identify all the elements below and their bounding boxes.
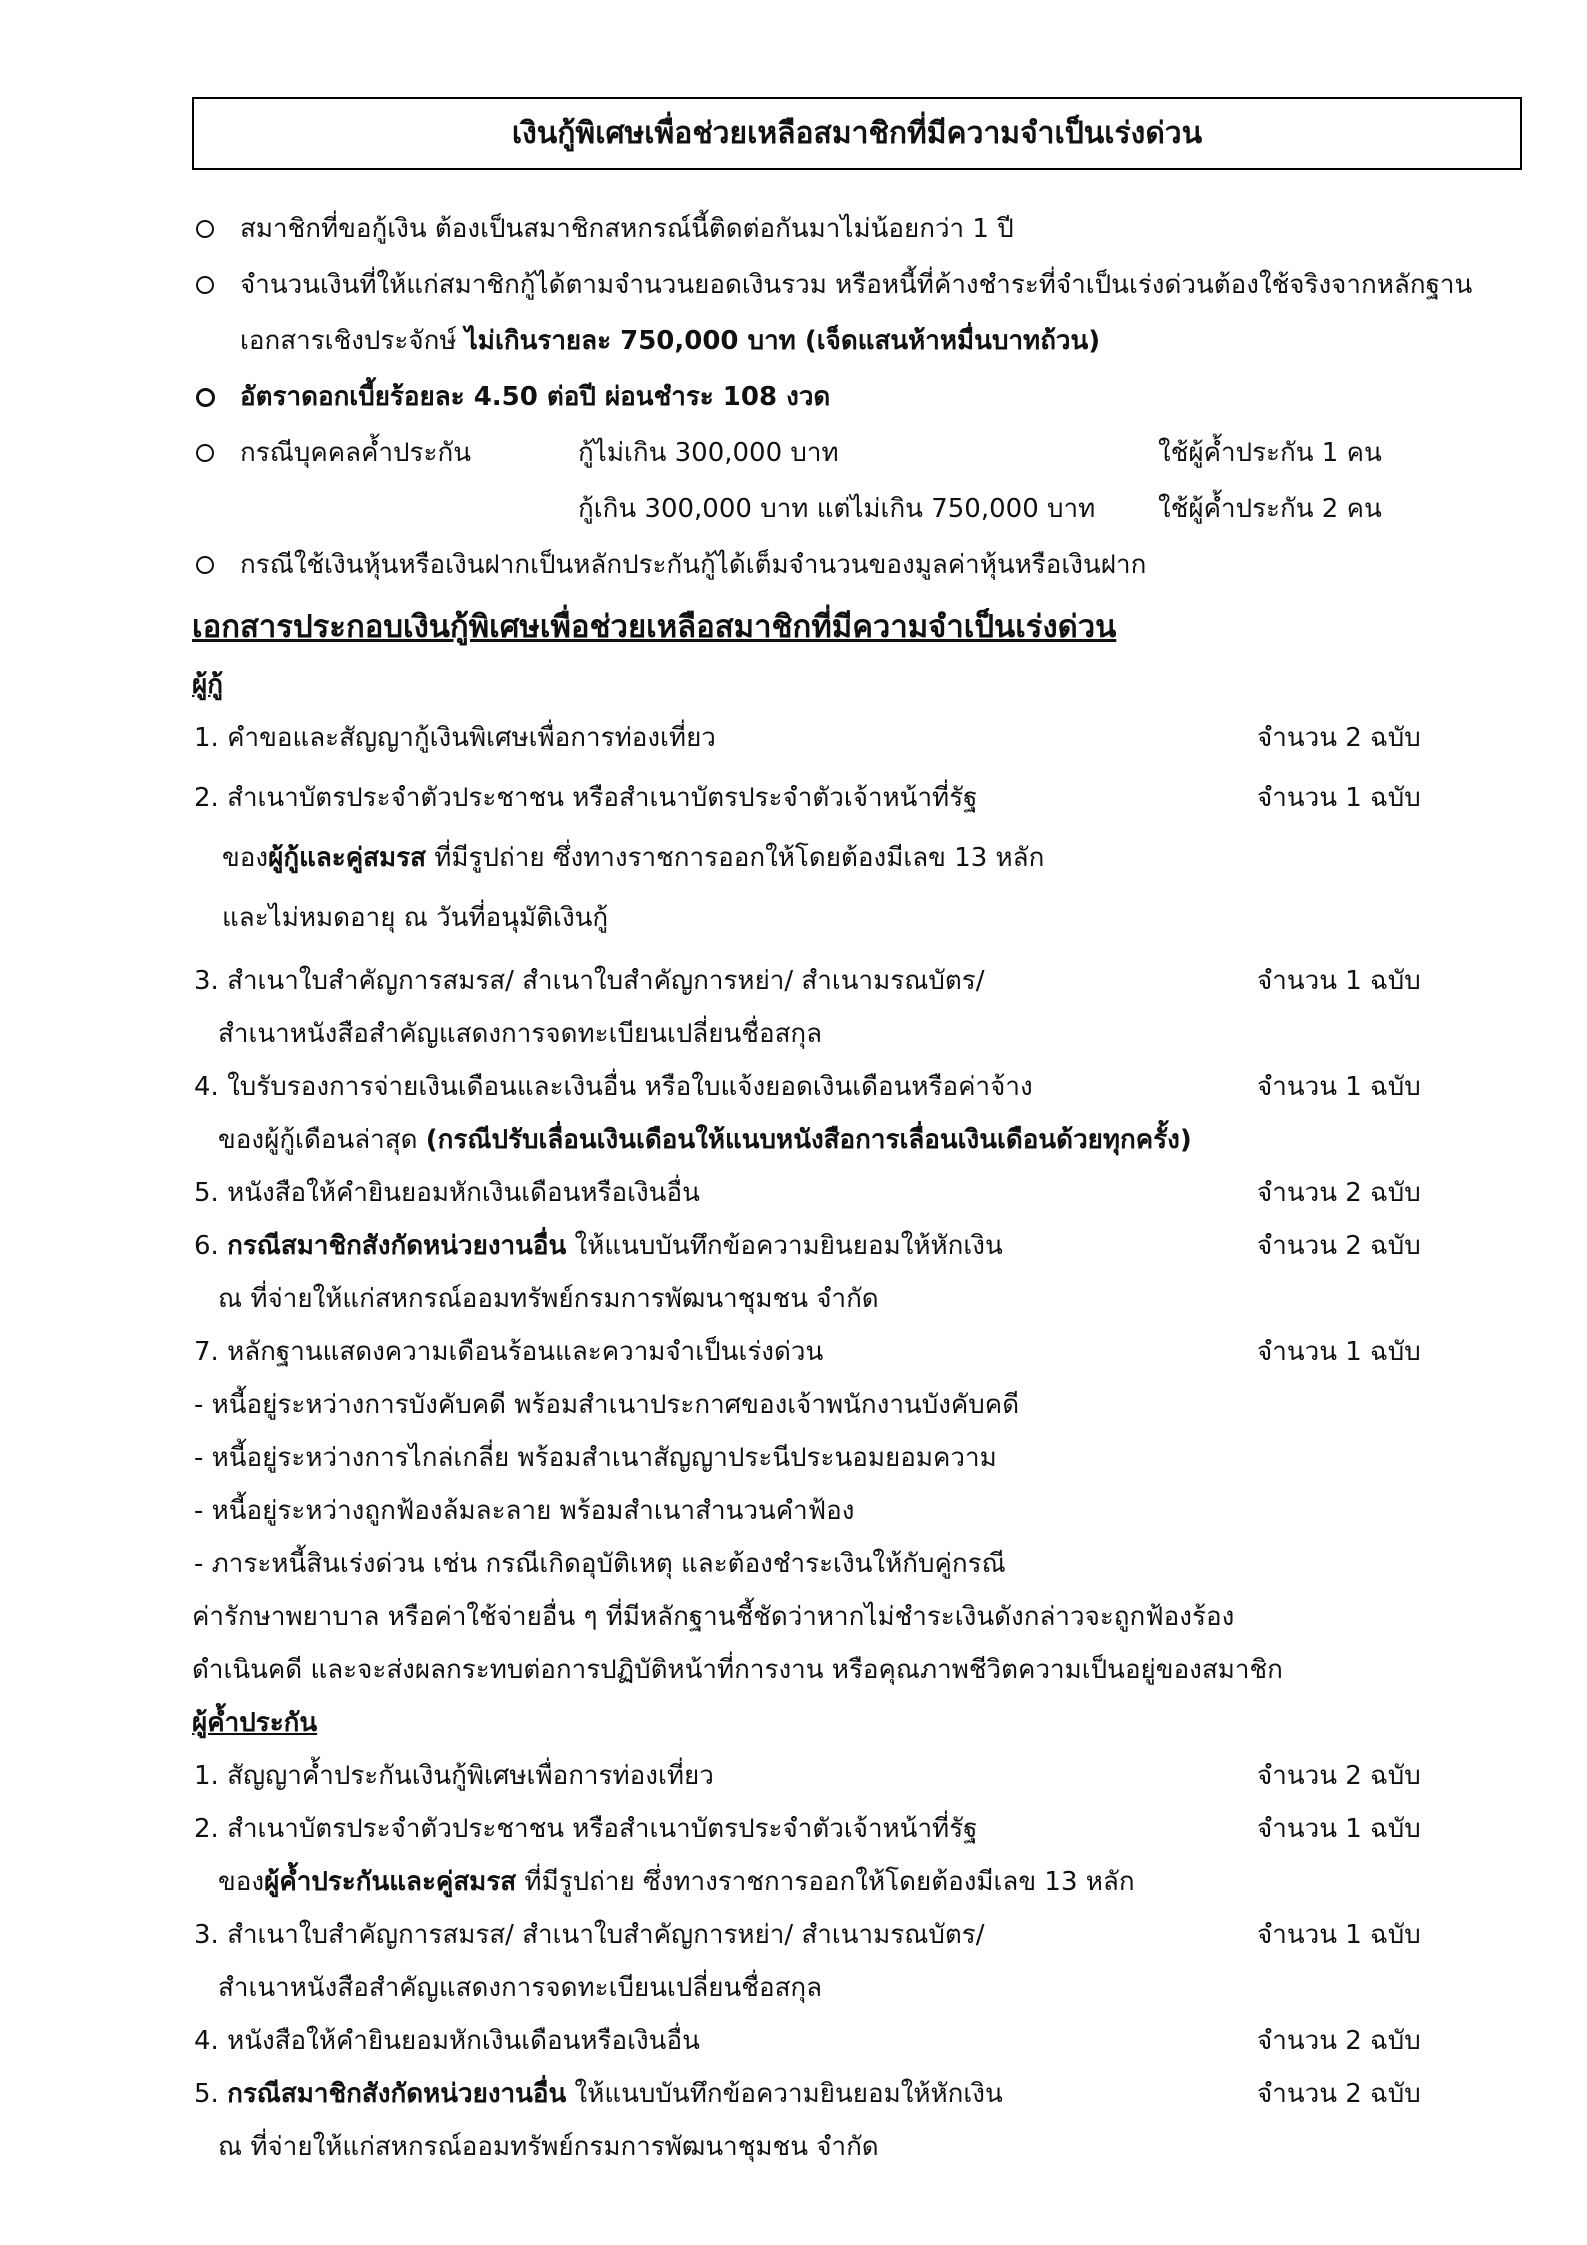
paragraph-text: ดำเนินคดี และจะส่งผลกระทบต่อการปฏิบัติหน้าที่การงาน หรือคุณภาพชีวิตความเป็นอยู่ของสมาชิก — [192, 1655, 1283, 1685]
list-item-text: 3. สำเนาใบสำคัญการสมรส/ สำเนาใบสำคัญการหย่า/ สำเนามรณบัตร/ — [194, 1920, 985, 1950]
documents-heading-row — [0, 605, 1587, 649]
list-item-text: 2. สำเนาบัตรประจำตัวประชาชน หรือสำเนาบัตรประจำตัวเจ้าหน้าที่รัฐ — [194, 1814, 978, 1844]
copies-count: จำนวน 1 ฉบับ — [1257, 1920, 1421, 1950]
text-segment: ของ — [218, 1867, 265, 1897]
guarantor-condition-label: กรณีบุคคลค้ำประกัน — [240, 438, 471, 468]
copies-count: จำนวน 2 ฉบับ — [1257, 2026, 1421, 2056]
text-segment: ที่มีรูปถ่าย ซึ่งทางราชการออกให้โดยต้องมีเลข 13 หลัก — [516, 1867, 1135, 1897]
dash-item-text: - ภาระหนี้สินเร่งด่วน เช่น กรณีเกิดอุบัติเหตุ และต้องชำระเงินให้กับคู่กรณี — [194, 1549, 1006, 1579]
list-item-text: และไม่หมดอายุ ณ วันที่อนุมัติเงินกู้ — [222, 903, 609, 933]
text-segment: 6. — [194, 1231, 228, 1261]
list-item — [0, 1226, 1587, 1266]
text-segment: ของผู้กู้เดือนล่าสุด — [218, 1125, 426, 1155]
list-item-text: 4. หนังสือให้คำยินยอมหักเงินเดือนหรือเงินอื่น — [194, 2026, 700, 2056]
condition-item — [0, 209, 1587, 249]
copies-count: จำนวน 1 ฉบับ — [1257, 783, 1421, 813]
copies-count: จำนวน 1 ฉบับ — [1257, 966, 1421, 996]
paragraph-text: ค่ารักษาพยาบาล หรือค่าใช้จ่ายอื่น ๆ ที่มีหลักฐานชี้ชัดว่าหากไม่ชำระเงินดังกล่าวจะถูกฟ้องร้อง — [192, 1602, 1235, 1632]
list-item — [0, 1067, 1587, 1107]
list-item-continuation — [0, 1014, 1587, 1054]
list-item-text: 2. สำเนาบัตรประจำตัวประชาชน หรือสำเนาบัตรประจำตัวเจ้าหน้าที่รัฐ — [194, 783, 978, 813]
list-item-continuation — [0, 1120, 1587, 1160]
list-item-text: 7. หลักฐานแสดงความเดือนร้อนและความจำเป็นเร่งด่วน — [194, 1337, 824, 1367]
condition-continuation — [0, 489, 1587, 529]
loan-amount-tier-2: กู้เกิน 300,000 บาท แต่ไม่เกิน 750,000 บาท — [578, 494, 1096, 524]
text-segment: ให้แนบบันทึกข้อความยินยอมให้หักเงิน — [566, 1231, 1003, 1261]
list-item — [0, 778, 1587, 818]
text-segment: ของ — [222, 843, 269, 873]
guarantor-heading: ผู้ค้ำประกัน — [192, 1708, 318, 1738]
copies-count: จำนวน 1 ฉบับ — [1257, 1814, 1421, 1844]
list-item-text: 3. สำเนาใบสำคัญการสมรส/ สำเนาใบสำคัญการหย่า/ สำเนามรณบัตร/ — [194, 966, 985, 996]
borrower-heading: ผู้กู้ — [192, 670, 223, 700]
dash-item-text: - หนี้อยู่ระหว่างการบังคับคดี พร้อมสำเนาประกาศของเจ้าพนักงานบังคับคดี — [194, 1390, 1020, 1420]
list-item-text: ณ ที่จ่ายให้แก่สหกรณ์ออมทรัพย์กรมการพัฒนาชุมชน จำกัด — [218, 2132, 879, 2162]
bullet-circle-icon — [196, 220, 214, 238]
copies-count: จำนวน 2 ฉบับ — [1257, 1178, 1421, 1208]
condition-text — [240, 321, 1100, 361]
interest-rate-text: อัตราดอกเบี้ยร้อยละ 4.50 ต่อปี ผ่อนชำระ 108 งวด — [240, 382, 831, 412]
text-segment-bold: (กรณีปรับเลื่อนเงินเดือนให้แนบหนังสือการเลื่อนเงินเดือนด้วยทุกครั้ง) — [425, 1125, 1192, 1155]
list-item-text — [222, 838, 1044, 878]
list-item-text — [194, 1226, 1003, 1266]
text-segment: 5. — [194, 2079, 228, 2109]
list-item-continuation — [0, 838, 1587, 878]
list-item-continuation — [0, 898, 1587, 938]
dash-item-text: - หนี้อยู่ระหว่างการไกล่เกลี่ย พร้อมสำเนาสัญญาประนีประนอมยอมความ — [194, 1443, 997, 1473]
list-item-text: 5. หนังสือให้คำยินยอมหักเงินเดือนหรือเงินอื่น — [194, 1178, 700, 1208]
text-segment-bold: ผู้กู้และคู่สมรส — [268, 843, 426, 873]
copies-count: จำนวน 1 ฉบับ — [1257, 1072, 1421, 1102]
copies-count: จำนวน 2 ฉบับ — [1257, 1231, 1421, 1261]
dash-item — [0, 1385, 1587, 1425]
page-title: เงินกู้พิเศษเพื่อช่วยเหลือสมาชิกที่มีความจำเป็นเร่งด่วน — [192, 97, 1522, 170]
paragraph-line — [0, 1650, 1587, 1690]
bullet-circle-icon — [196, 444, 214, 462]
copies-count: จำนวน 2 ฉบับ — [1257, 723, 1421, 753]
text-segment: ที่มีรูปถ่าย ซึ่งทางราชการออกให้โดยต้องมีเลข 13 หลัก — [425, 843, 1045, 873]
bullet-circle-icon — [196, 388, 215, 407]
list-item-continuation — [0, 1968, 1587, 2008]
condition-item — [0, 545, 1587, 585]
list-item — [0, 2074, 1587, 2114]
dash-item — [0, 1544, 1587, 1584]
list-item-text — [194, 2074, 1003, 2114]
paragraph-line — [0, 1597, 1587, 1637]
list-item-text: 1. คำขอและสัญญากู้เงินพิเศษเพื่อการท่องเที่ยว — [194, 723, 716, 753]
loan-limit-text: ไม่เกินรายละ 750,000 บาท (เจ็ดแสนห้าหมื่นบาทถ้วน) — [464, 326, 1101, 356]
dash-item — [0, 1491, 1587, 1531]
condition-text: สมาชิกที่ขอกู้เงิน ต้องเป็นสมาชิกสหกรณ์นี้ติดต่อกันมาไม่น้อยกว่า 1 ปี — [240, 214, 1014, 244]
condition-text: กรณีใช้เงินหุ้นหรือเงินฝากเป็นหลักประกันกู้ได้เต็มจำนวนของมูลค่าหุ้นหรือเงินฝาก — [240, 550, 1147, 580]
text-segment-bold: ผู้ค้ำประกันและคู่สมรส — [264, 1867, 517, 1897]
list-item — [0, 961, 1587, 1001]
list-item-continuation — [0, 2127, 1587, 2167]
list-item-text: ณ ที่จ่ายให้แก่สหกรณ์ออมทรัพย์กรมการพัฒนาชุมชน จำกัด — [218, 1284, 879, 1314]
text-segment: ให้แนบบันทึกข้อความยินยอมให้หักเงิน — [566, 2079, 1003, 2109]
guarantor-count-tier-2: ใช้ผู้ค้ำประกัน 2 คน — [1158, 494, 1382, 524]
list-item — [0, 1756, 1587, 1796]
list-item — [0, 1809, 1587, 1849]
dash-item-text: - หนี้อยู่ระหว่างถูกฟ้องล้มละลาย พร้อมสำเนาสำนวนคำฟ้อง — [194, 1496, 855, 1526]
condition-item — [0, 265, 1587, 305]
bullet-circle-icon — [196, 276, 214, 294]
list-item-text — [218, 1120, 1192, 1160]
condition-continuation — [0, 321, 1587, 361]
copies-count: จำนวน 2 ฉบับ — [1257, 2079, 1421, 2109]
dash-item — [0, 1438, 1587, 1478]
copies-count: จำนวน 2 ฉบับ — [1257, 1761, 1421, 1791]
borrower-heading-row — [0, 665, 1587, 705]
list-item-text: 1. สัญญาค้ำประกันเงินกู้พิเศษเพื่อการท่องเที่ยว — [194, 1761, 714, 1791]
text-segment-bold: กรณีสมาชิกสังกัดหน่วยงานอื่น — [227, 1231, 567, 1261]
guarantor-heading-row — [0, 1703, 1587, 1743]
guarantor-count-tier-1: ใช้ผู้ค้ำประกัน 1 คน — [1158, 438, 1382, 468]
condition-text: จำนวนเงินที่ให้แก่สมาชิกกู้ได้ตามจำนวนยอดเงินรวม หรือหนี้ที่ค้างชำระที่จำเป็นเร่งด่วนต้องใช้จริงจากหลักฐาน — [240, 270, 1473, 300]
documents-heading: เอกสารประกอบเงินกู้พิเศษเพื่อช่วยเหลือสมาชิกที่มีความจำเป็นเร่งด่วน — [192, 609, 1117, 645]
loan-amount-tier-1: กู้ไม่เกิน 300,000 บาท — [578, 438, 839, 468]
copies-count: จำนวน 1 ฉบับ — [1257, 1337, 1421, 1367]
condition-text-normal: เอกสารเชิงประจักษ์ — [240, 326, 457, 356]
list-item — [0, 1915, 1587, 1955]
bullet-circle-icon — [196, 556, 214, 574]
list-item — [0, 2021, 1587, 2061]
list-item-continuation — [0, 1279, 1587, 1319]
list-item — [0, 1173, 1587, 1213]
list-item — [0, 1332, 1587, 1372]
list-item-continuation — [0, 1862, 1587, 1902]
text-segment-bold: กรณีสมาชิกสังกัดหน่วยงานอื่น — [227, 2079, 567, 2109]
list-item — [0, 718, 1587, 758]
condition-item — [0, 433, 1587, 473]
list-item-text — [218, 1862, 1135, 1902]
condition-item — [0, 377, 1587, 417]
list-item-text: 4. ใบรับรองการจ่ายเงินเดือนและเงินอื่น หรือใบแจ้งยอดเงินเดือนหรือค่าจ้าง — [194, 1072, 1033, 1102]
list-item-text: สำเนาหนังสือสำคัญแสดงการจดทะเบียนเปลี่ยนชื่อสกุล — [218, 1019, 823, 1049]
list-item-text: สำเนาหนังสือสำคัญแสดงการจดทะเบียนเปลี่ยนชื่อสกุล — [218, 1973, 823, 2003]
